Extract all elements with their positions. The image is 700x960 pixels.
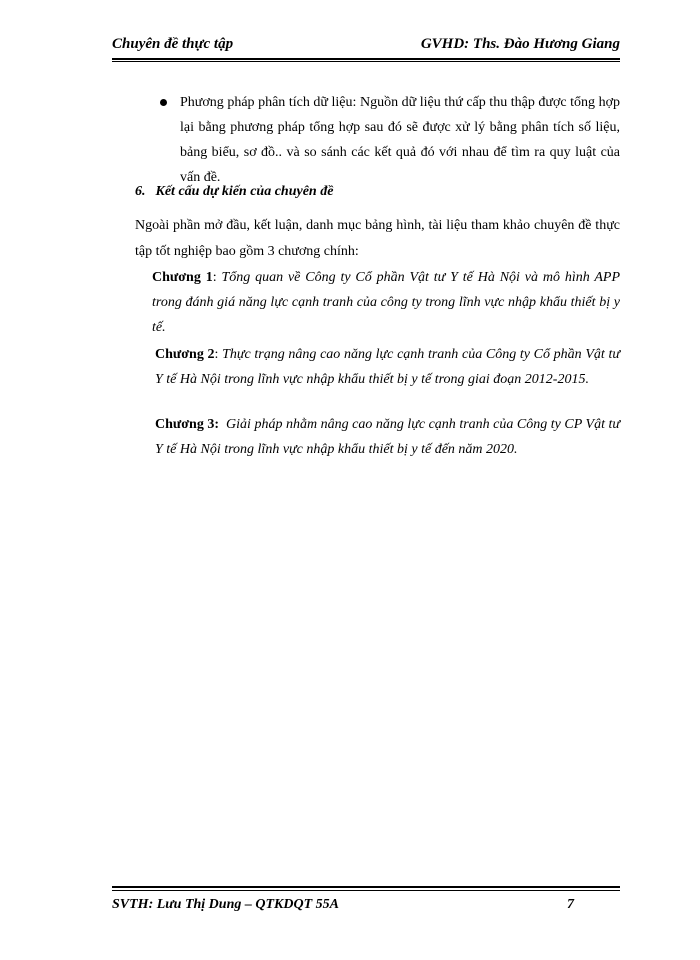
chapter-description: Giải pháp nhằm nâng cao năng lực cạnh tranh của Công ty CP Vật tư Y tế Hà Nội trong lĩnh vực nhập khẩu thiết bị y tế đến năm 2020. (155, 417, 621, 457)
chapter-1: Chương 1: Tổng quan về Công ty Cổ phần Vật tư Y tế Hà Nội và mô hình APP trong đánh giá năng lực cạnh tranh của công ty trong lĩnh vực nhập khẩu thiết bị y tế. (152, 270, 620, 335)
page-number: 7 (567, 897, 574, 912)
footer-divider (112, 886, 620, 888)
header-supervisor: GVHD: Ths. Đào Hương Giang (420, 36, 620, 52)
header-title: Chuyên đề thực tập (112, 36, 234, 52)
page-footer (112, 890, 620, 912)
section-title: Kết cấu dự kiến của chuyên đề (155, 184, 334, 199)
section-heading (135, 184, 333, 200)
chapter-description: Tổng quan về Công ty Cổ phần Vật tư Y tế Hà Nội và mô hình APP trong đánh giá năng lực cạnh tranh của công ty trong lĩnh vực nhập khẩu thiết bị y tế. (152, 270, 620, 335)
chapter-label: Chương 2 (155, 347, 215, 362)
header-divider (112, 61, 620, 62)
section-number: 6. (135, 184, 146, 199)
chapter-description: Thực trạng nâng cao năng lực cạnh tranh của Công ty Cổ phần Vật tư Y tế Hà Nội trong lĩnh vực nhập khẩu thiết bị y tế trong giai đoạn 2012-2015. (155, 347, 620, 387)
chapter-3 (155, 412, 620, 462)
chapter-label: Chương 1 (152, 270, 213, 285)
bullet-icon (160, 99, 167, 106)
chapter-label: Chương 3: (155, 417, 220, 432)
page-header (112, 36, 620, 60)
footer-student: SVTH: Lưu Thị Dung – QTKDQT 55A (112, 897, 339, 912)
section-intro: Ngoài phần mở đầu, kết luận, danh mục bảng hình, tài liệu tham khảo chuyên đề thực tập tốt nghiệp bao gồm 3 chương chính: (135, 218, 620, 259)
chapter-2: Chương 2: Thực trạng nâng cao năng lực cạnh tranh của Công ty Cổ phần Vật tư Y tế Hà Nội trong lĩnh vực nhập khẩu thiết bị y tế trong giai đoạn 2012-2015. (155, 347, 620, 387)
bullet-paragraph: Phương pháp phân tích dữ liệu: Nguồn dữ liệu thứ cấp thu thập được tổng hợp lại bằng phương pháp tổng hợp sau đó sẽ được xử lý bằng phân tích số liệu, bảng biểu, sơ đồ.. và so sánh các kết quả đó với nhau để tìm ra quy luật của vấn đề. (180, 95, 620, 185)
